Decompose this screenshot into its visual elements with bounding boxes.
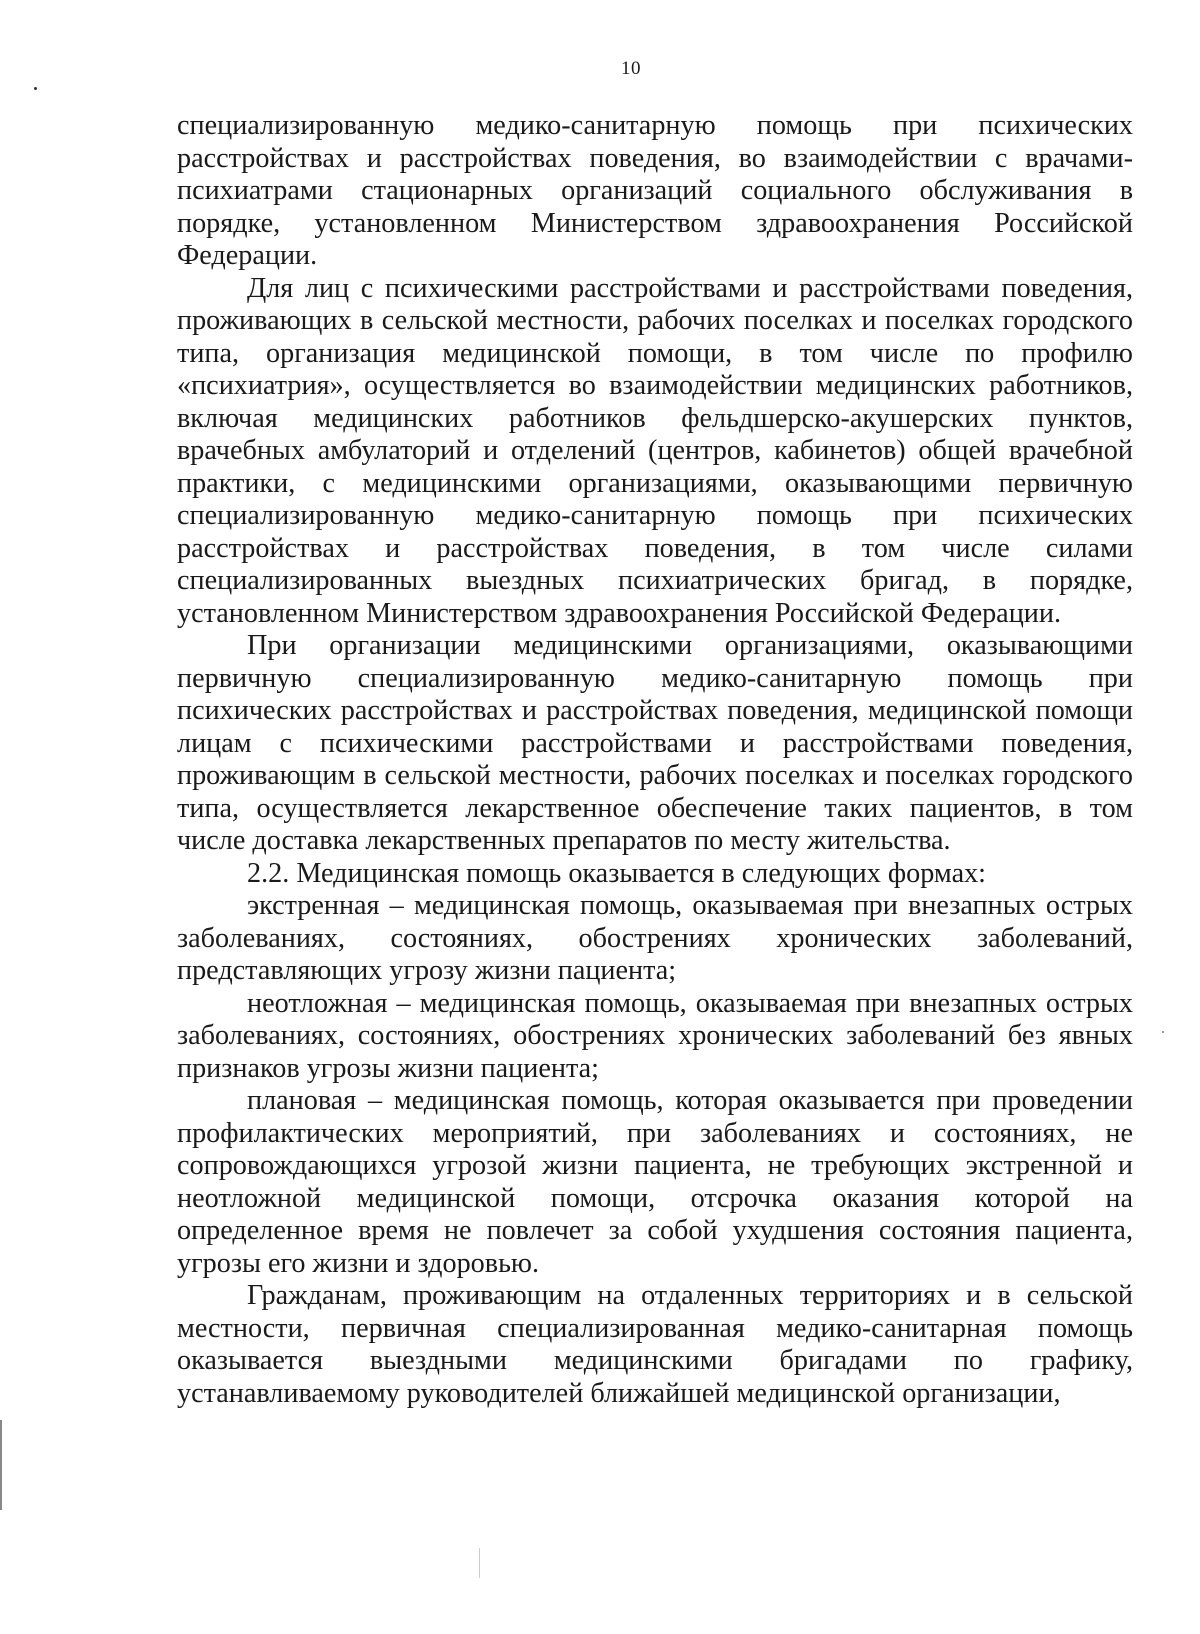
body-text	[177, 110, 1133, 1410]
paragraph-3: При организации медицинскими организациями, оказывающими первичную специализированную медико-санитарную помощь при психических расстройствах и расстройствах поведения, медицинской помощи лицам с психическими расстройствами и расстройствами поведения, проживающим в сельской местности, рабочих поселках и поселках городского типа, осуществляется лекарственное обеспечение таких пациентов, в том числе доставка лекарственных препаратов по месту жительства.	[177, 630, 1133, 856]
paragraph-planned: плановая – медицинская помощь, которая оказывается при проведении профилактических мероприятий, при заболеваниях и состояниях, не сопровождающихся угрозой жизни пациента, не требующих экстренной и неотложной медицинской помощи, отсрочка оказания которой на определенное время не повлечет за собой ухудшения состояния пациента, угрозы его жизни и здоровью.	[177, 1085, 1133, 1279]
paragraph-2: Для лиц с психическими расстройствами и расстройствами поведения, проживающих в сельской местности, рабочих поселках и поселках городского типа, организация медицинской помощи, в том числе по профилю «психиатрия», осуществляется во взаимодействии медицинских работников, включая медицинских работников фельдшерско-акушерских пунктов, врачебных амбулаторий и отделений (центров, кабинетов) общей врачебной практики, с медицинскими организациями, оказывающими первичную специализированную медико-санитарную помощь при психических расстройствах и расстройствах поведения, в том числе силами специализированных выездных психиатрических бригад, в порядке, установленном Министерством здравоохранения Российской Федерации.	[177, 272, 1133, 629]
paragraph-emergency: экстренная – медицинская помощь, оказываемая при внезапных острых заболеваниях, состояниях, обострениях хронических заболеваний, представляющих угрозу жизни пациента;	[177, 890, 1133, 986]
scan-edge-left	[0, 1420, 2, 1510]
paragraph-1: специализированную медико-санитарную помощь при психических расстройствах и расстройствах поведения, во взаимодействии с врачами-психиатрами стационарных организаций социального обслуживания в порядке, установленном Министерством здравоохранения Российской Федерации.	[177, 110, 1133, 271]
paragraph-remote-areas: Гражданам, проживающим на отдаленных территориях и в сельской местности, первичная специализированная медико-санитарная помощь оказывается выездными медицинскими бригадами по графику, устанавливаемому руководителей ближайшей медицинской организации,	[177, 1280, 1133, 1409]
paragraph-urgent: неотложная – медицинская помощь, оказываемая при внезапных острых заболеваниях, состояниях, обострениях хронических заболеваний без явных признаков угрозы жизни пациента;	[177, 987, 1133, 1084]
scan-mark-right	[1162, 1031, 1164, 1033]
page-number: 10	[621, 58, 641, 79]
scan-speck	[479, 1548, 480, 1578]
scan-dot	[34, 87, 37, 90]
section-heading-2-2: 2.2. Медицинская помощь оказывается в следующих формах:	[247, 857, 987, 889]
